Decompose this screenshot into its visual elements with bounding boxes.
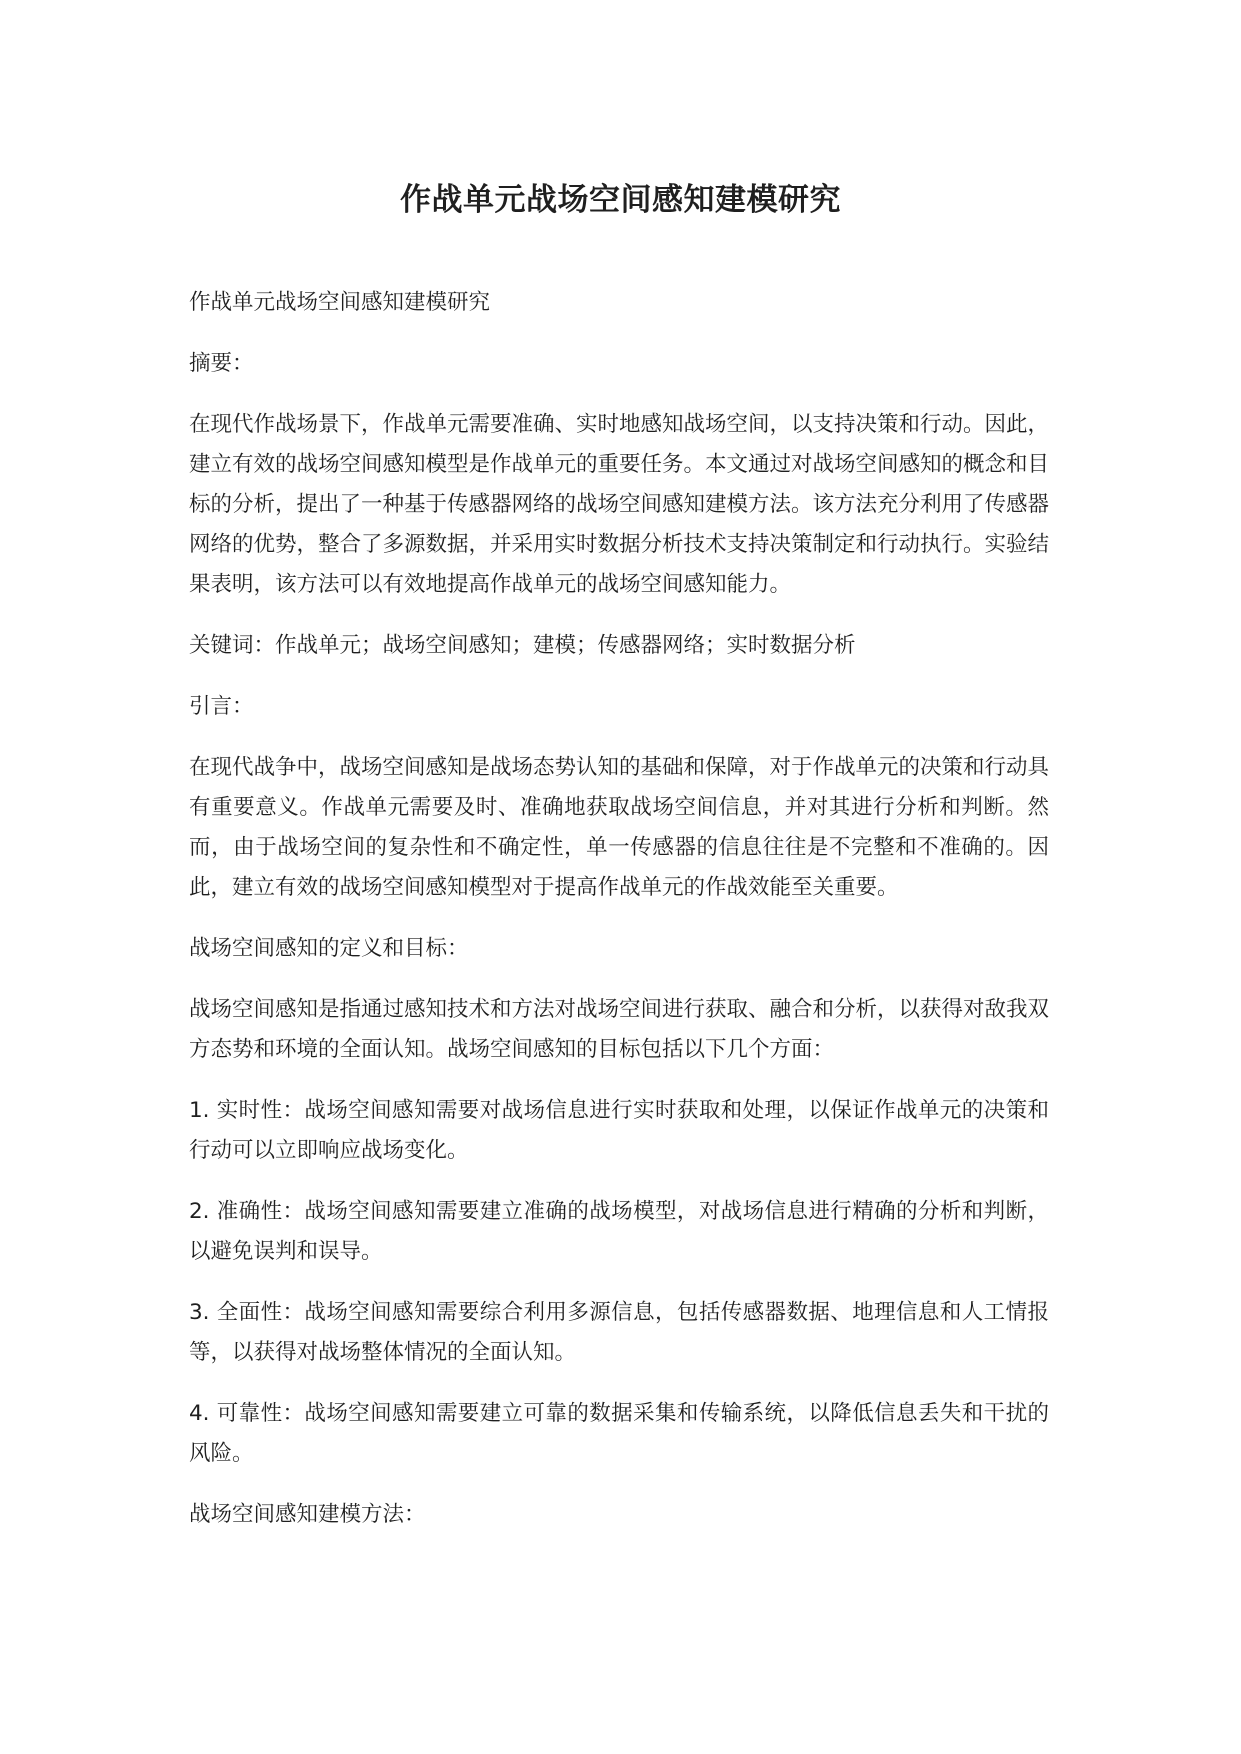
definition-heading: 战场空间感知的定义和目标： bbox=[189, 936, 469, 961]
subtitle-paragraph: 作战单元战场空间感知建模研究 bbox=[189, 290, 491, 315]
abstract-heading: 摘要： bbox=[189, 351, 254, 376]
list-item-realtime: 1. 实时性：战场空间感知需要对战场信息进行实时获取和处理，以保证作战单元的决策和行动可以立即响应战场变化。 bbox=[189, 1098, 1049, 1163]
keywords-paragraph: 关键词：作战单元；战场空间感知；建模；传感器网络；实时数据分析 bbox=[189, 633, 856, 658]
document-title: 作战单元战场空间感知建模研究 bbox=[400, 182, 841, 218]
list-item-comprehensiveness: 3. 全面性：战场空间感知需要综合利用多源信息，包括传感器数据、地理信息和人工情报等，以获得对战场整体情况的全面认知。 bbox=[189, 1300, 1049, 1365]
list-item-reliability: 4. 可靠性：战场空间感知需要建立可靠的数据采集和传输系统，以降低信息丢失和干扰的风险。 bbox=[189, 1401, 1049, 1466]
document-body bbox=[189, 283, 1049, 1556]
introduction-paragraph: 在现代战争中，战场空间感知是战场态势认知的基础和保障，对于作战单元的决策和行动具有重要意义。作战单元需要及时、准确地获取战场空间信息，并对其进行分析和判断。然而，由于战场空间的复杂性和不确定性，单一传感器的信息往往是不完整和不准确的。因此，建立有效的战场空间感知模型对于提高作战单元的作战效能至关重要。 bbox=[189, 755, 1050, 900]
definition-paragraph: 战场空间感知是指通过感知技术和方法对战场空间进行获取、融合和分析，以获得对敌我双方态势和环境的全面认知。战场空间感知的目标包括以下几个方面： bbox=[189, 997, 1050, 1062]
abstract-paragraph: 在现代作战场景下，作战单元需要准确、实时地感知战场空间，以支持决策和行动。因此，建立有效的战场空间感知模型是作战单元的重要任务。本文通过对战场空间感知的概念和目标的分析，提出了一种基于传感器网络的战场空间感知建模方法。该方法充分利用了传感器网络的优势，整合了多源数据，并采用实时数据分析技术支持决策制定和行动执行。实验结果表明，该方法可以有效地提高作战单元的战场空间感知能力。 bbox=[189, 412, 1050, 597]
list-item-accuracy: 2. 准确性：战场空间感知需要建立准确的战场模型，对战场信息进行精确的分析和判断，以避免误判和误导。 bbox=[189, 1199, 1049, 1264]
methods-heading: 战场空间感知建模方法： bbox=[189, 1502, 426, 1527]
introduction-heading: 引言： bbox=[189, 694, 254, 719]
